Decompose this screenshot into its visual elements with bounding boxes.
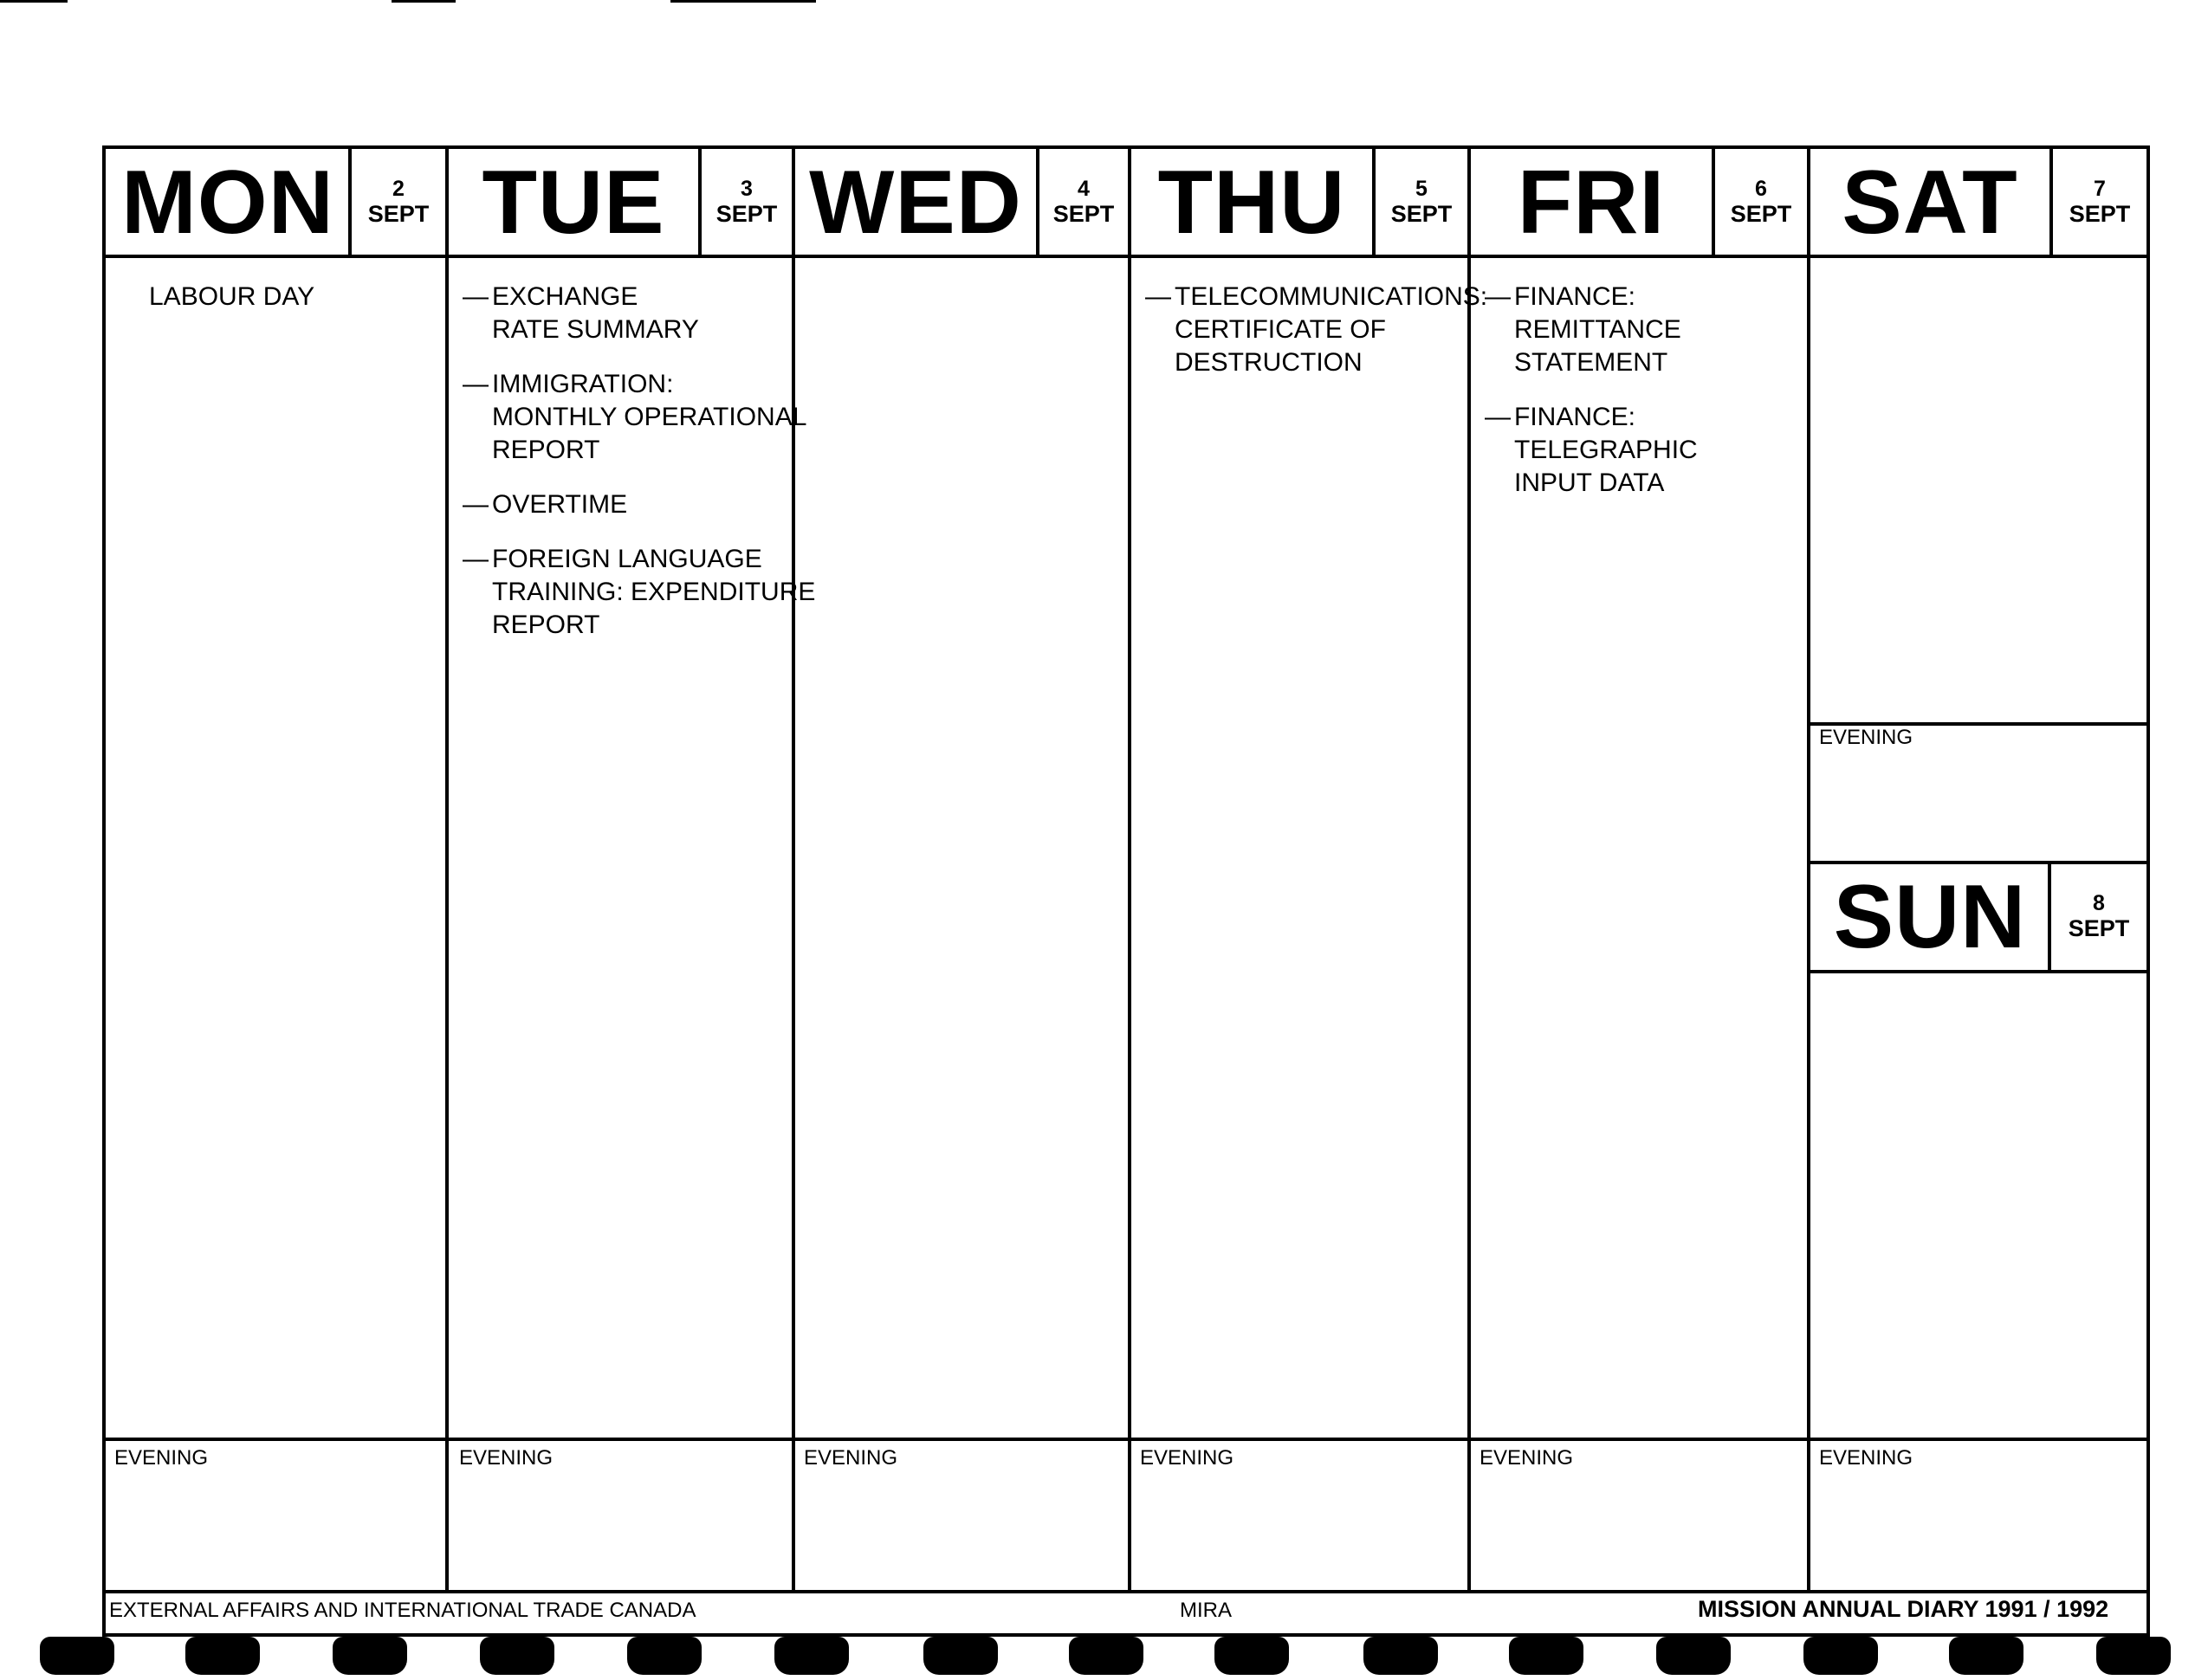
binder-hole	[1656, 1637, 1731, 1675]
binder-hole	[480, 1637, 554, 1675]
list-item	[1485, 401, 1698, 500]
date-month: SEPT	[367, 200, 430, 227]
day-name-mon: MON	[121, 152, 334, 253]
date-month: SEPT	[1052, 200, 1115, 227]
date-number: 8	[2093, 891, 2105, 916]
entry-text: FINANCE: REMITTANCE STATEMENT	[1514, 282, 1681, 377]
footer-divider	[102, 1590, 2150, 1593]
date-month: SEPT	[2068, 914, 2130, 941]
binder-hole	[1509, 1637, 1583, 1675]
entry-dash: —	[463, 490, 489, 519]
binder-hole	[774, 1637, 849, 1675]
entry-dash: —	[1145, 282, 1171, 311]
binder-hole	[333, 1637, 407, 1675]
evening-label-sat: EVENING	[1819, 726, 1913, 749]
date-box-thu	[1376, 149, 1467, 256]
entry-text: FINANCE: TELEGRAPHIC INPUT DATA	[1514, 403, 1698, 497]
footer-title: MISSION ANNUAL DIARY 1991 / 1992	[1698, 1596, 2109, 1622]
date-box-sun	[2051, 864, 2146, 970]
mon-holiday-note: LABOUR DAY	[149, 282, 315, 311]
list-item	[1145, 281, 1487, 379]
entry-dash: —	[463, 282, 489, 311]
binder-hole	[40, 1637, 114, 1675]
day-name-wed: WED	[809, 152, 1022, 253]
evening-label-thu: EVENING	[1140, 1446, 1234, 1470]
evening-label-sun: EVENING	[1819, 1446, 1913, 1470]
evening-label-mon: EVENING	[114, 1446, 209, 1470]
date-box-sat	[2053, 149, 2146, 256]
evening-label-wed: EVENING	[804, 1446, 898, 1470]
list-item	[1485, 281, 1698, 379]
column-divider	[1128, 145, 1131, 1593]
binder-hole	[1363, 1637, 1438, 1675]
date-month: SEPT	[1730, 200, 1792, 227]
date-number: 3	[741, 177, 753, 202]
binder-hole	[185, 1637, 260, 1675]
list-item	[463, 368, 815, 467]
entry-dash: —	[1485, 282, 1511, 311]
day-name-sun: SUN	[1833, 866, 2027, 967]
date-number: 6	[1755, 177, 1767, 202]
entry-dash: —	[1485, 403, 1511, 431]
date-month: SEPT	[715, 200, 778, 227]
footer-code: MIRA	[1180, 1599, 1232, 1622]
date-box-tue	[702, 149, 792, 256]
day-name-tue: TUE	[482, 152, 665, 253]
entry-dash: —	[463, 545, 489, 573]
date-box-fri	[1715, 149, 1807, 256]
evening-label-tue: EVENING	[459, 1446, 554, 1470]
entry-dash: —	[463, 370, 489, 398]
day-name-fri: FRI	[1517, 152, 1666, 253]
list-item	[463, 543, 815, 642]
day-name-thu: THU	[1157, 152, 1346, 253]
fri-entries	[1485, 281, 1698, 521]
date-box-wed	[1039, 149, 1128, 256]
entry-text: OVERTIME	[492, 490, 628, 519]
column-divider	[445, 145, 449, 1593]
binder-hole	[1949, 1637, 2023, 1675]
list-item	[463, 281, 815, 346]
date-number: 2	[392, 177, 405, 202]
entry-text: IMMIGRATION: MONTHLY OPERATIONAL REPORT	[492, 370, 807, 464]
mon-entries	[149, 281, 314, 313]
date-month: SEPT	[1390, 200, 1453, 227]
binder-hole	[1803, 1637, 1878, 1675]
evening-label-fri: EVENING	[1480, 1446, 1574, 1470]
entry-text: EXCHANGE RATE SUMMARY	[492, 282, 699, 344]
footer-department: EXTERNAL AFFAIRS AND INTERNATIONAL TRADE CANADA	[109, 1599, 696, 1622]
binder-hole	[2096, 1637, 2171, 1675]
entry-text: FOREIGN LANGUAGE TRAINING: EXPENDITURE REPORT	[492, 545, 816, 639]
day-name-sat: SAT	[1842, 152, 2018, 253]
binder-hole	[627, 1637, 702, 1675]
entry-text: TELECOMMUNICATIONS: CERTIFICATE OF DESTRUCTION	[1175, 282, 1488, 377]
sun-header-bottom	[1807, 970, 2150, 973]
list-item	[463, 488, 815, 521]
top-edge-mark	[670, 0, 816, 3]
thu-entries	[1145, 281, 1487, 401]
date-number: 4	[1078, 177, 1090, 202]
evening-divider	[102, 1438, 2150, 1441]
date-number: 7	[2094, 177, 2106, 202]
date-box-mon	[352, 149, 445, 256]
date-month: SEPT	[2069, 200, 2131, 227]
binder-hole	[1069, 1637, 1143, 1675]
top-edge-mark	[392, 0, 456, 3]
top-edge-mark	[0, 0, 68, 3]
binder-hole	[1214, 1637, 1289, 1675]
binder-hole	[923, 1637, 998, 1675]
tue-entries	[463, 281, 815, 663]
date-number: 5	[1415, 177, 1428, 202]
